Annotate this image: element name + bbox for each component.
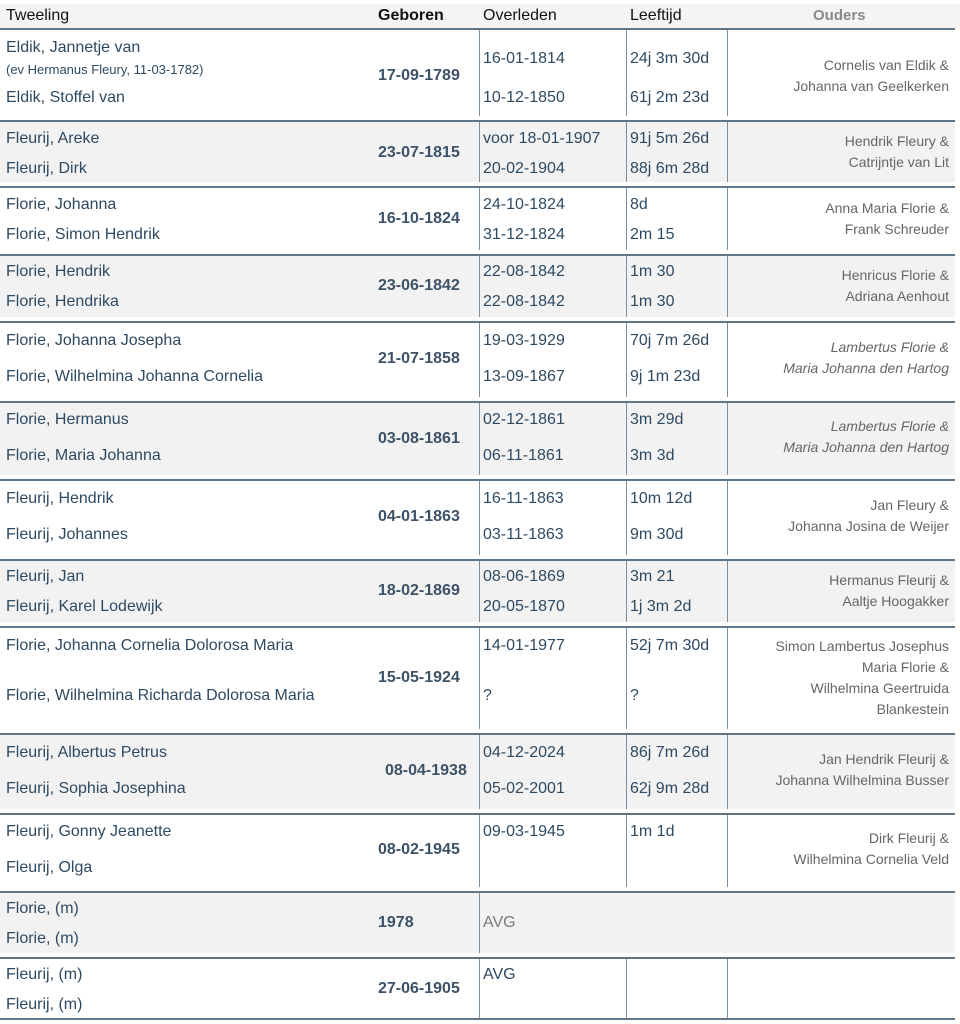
twin-1-name: Florie, (m): [6, 900, 79, 917]
age-1: 3m 21: [630, 568, 675, 585]
twin-1-name: Florie, Johanna Josepha: [6, 332, 182, 349]
parent-1: Lambertus Florie &: [830, 418, 949, 434]
table-header: [0, 4, 960, 28]
parent-2: Johanna van Geelkerken: [793, 78, 949, 94]
parents: [793, 828, 949, 870]
twin-1-name: Florie, Hendrik: [6, 263, 111, 280]
parents: [793, 55, 949, 97]
death-date-1: 16-11-1863: [483, 490, 564, 507]
parents: [775, 749, 949, 791]
twin-2-name: Florie, Simon Hendrik: [6, 226, 160, 243]
birth-date: 23-06-1842: [378, 277, 460, 294]
parent-2: Johanna Josina de Weijer: [788, 518, 949, 534]
age-2: 2m 15: [630, 226, 675, 243]
birth-date: 21-07-1858: [378, 350, 460, 367]
parents: [783, 416, 949, 458]
table-row: [0, 559, 955, 622]
death-date-1: 14-01-1977: [483, 637, 565, 654]
table-row: [0, 813, 955, 887]
parent-1: Anna Maria Florie &: [825, 200, 949, 216]
death-date-2: 20-05-1870: [483, 598, 565, 615]
death-date-1: 16-01-1814: [483, 50, 565, 67]
parent-2: Maria Johanna den Hartog: [783, 439, 949, 455]
age-2: 9m 30d: [630, 526, 684, 543]
age-1: 10m 12d: [630, 490, 693, 507]
age-2: 3m 3d: [630, 447, 675, 464]
age-2: 9j 1m 23d: [630, 368, 701, 385]
twin-2-name: Florie, Hendrika: [6, 293, 119, 310]
parent-1: Henricus Florie &: [841, 267, 949, 283]
age-2: 88j 6m 28d: [630, 160, 710, 177]
parents: [845, 131, 949, 173]
age-2: ?: [630, 687, 639, 704]
twin-1-name: Fleurij, Hendrik: [6, 490, 114, 507]
header-overleden: Overleden: [483, 7, 557, 24]
twin-2-name: Florie, Maria Johanna: [6, 447, 161, 464]
birth-date: 08-02-1945: [378, 841, 460, 858]
twin-1-name: Fleurij, Areke: [6, 130, 100, 147]
death-date-1: 24-10-1824: [483, 196, 565, 213]
birth-date: 16-10-1824: [378, 210, 460, 227]
birth-date: 04-01-1863: [378, 508, 460, 525]
twin-1-name: Florie, Hermanus: [6, 411, 129, 428]
age-2: 1j 3m 2d: [630, 598, 692, 615]
table-row: [0, 321, 955, 397]
age-2: 61j 2m 23d: [630, 89, 710, 106]
parent-1: Cornelis van Eldik &: [823, 57, 949, 73]
table-row: [0, 479, 955, 555]
table-row: [0, 186, 955, 250]
table-row: [0, 957, 955, 1020]
table-row: [0, 120, 955, 182]
age-1: 91j 5m 26d: [630, 130, 710, 147]
death-date-2: 05-02-2001: [483, 780, 565, 797]
table-row: [0, 626, 955, 729]
twin-1-note: (ev Hermanus Fleury, 11-03-1782): [6, 62, 204, 77]
death-date-2: 20-02-1904: [483, 160, 565, 177]
parent-2: Frank Schreuder: [844, 221, 949, 237]
age-1: 70j 7m 26d: [630, 332, 710, 349]
parent-2: Wilhelmina Cornelia Veld: [793, 851, 949, 867]
twin-2-name: Eldik, Stoffel van: [6, 89, 125, 106]
death-date-1: 22-08-1842: [483, 263, 565, 280]
birth-date: 17-09-1789: [378, 67, 460, 84]
twin-1-name: Fleurij, Albertus Petrus: [6, 744, 167, 761]
twin-2-name: Fleurij, (m): [6, 996, 83, 1013]
header-ouders: Ouders: [813, 7, 866, 24]
death-date-1: AVG: [483, 966, 516, 983]
parents: [842, 265, 949, 307]
death-date-2: 13-09-1867: [483, 368, 565, 385]
parent-2: Maria Florie &: [861, 659, 949, 675]
birth-date: 23-07-1815: [378, 144, 460, 161]
twin-1-name: Fleurij, (m): [6, 966, 83, 983]
twin-2-name: Fleurij, Karel Lodewijk: [6, 598, 163, 615]
death-date-2: 10-12-1850: [483, 89, 565, 106]
age-1: 8d: [630, 196, 648, 213]
birth-date: 18-02-1869: [378, 582, 460, 599]
parent-2: Maria Johanna den Hartog: [783, 360, 949, 376]
twin-1-name: Fleurij, Gonny Jeanette: [6, 823, 172, 840]
death-date-1: 08-06-1869: [483, 568, 565, 585]
parent-1: Lambertus Florie &: [830, 339, 949, 355]
age-1: 52j 7m 30d: [630, 637, 710, 654]
table-row: [0, 733, 955, 809]
twin-2-name: Fleurij, Olga: [6, 859, 93, 876]
twin-2-name: Florie, (m): [6, 930, 79, 947]
age-2: 1m 30: [630, 293, 675, 310]
twin-2-name: Florie, Wilhelmina Richarda Dolorosa Maria: [6, 687, 315, 704]
header-leeftijd: Leeftijd: [630, 7, 682, 24]
twin-2-name: Fleurij, Sophia Josephina: [6, 780, 186, 797]
twin-1-name: Eldik, Jannetje van: [6, 39, 141, 56]
twin-1-name: Fleurij, Jan: [6, 568, 85, 585]
twin-2-name: Fleurij, Johannes: [6, 526, 128, 543]
death-date-2: 22-08-1842: [483, 293, 565, 310]
parents: [783, 337, 949, 379]
parents: [829, 570, 949, 612]
parent-1: Hendrik Fleury &: [844, 133, 949, 149]
parents: [775, 636, 949, 720]
table-row: [0, 254, 955, 317]
birth-date: 15-05-1924: [378, 669, 460, 686]
twin-2-name: Fleurij, Dirk: [6, 160, 87, 177]
death-date-1: 04-12-2024: [483, 744, 565, 761]
death-date-2: 03-11-1863: [483, 526, 564, 543]
parent-2: Catrijntje van Lit: [848, 154, 949, 170]
twin-1-name: Florie, Johanna Cornelia Dolorosa Maria: [6, 637, 294, 654]
parent-2: Aaltje Hoogakker: [842, 593, 949, 609]
parents: [788, 495, 949, 537]
parent-1: Hermanus Fleurij &: [829, 572, 949, 588]
birth-date: 1978: [378, 914, 414, 931]
birth-date: 03-08-1861: [378, 430, 460, 447]
header-geboren: Geboren: [378, 7, 444, 24]
parent-1: Dirk Fleurij &: [868, 830, 949, 846]
age-1: 1m 1d: [630, 823, 675, 840]
twin-1-name: Florie, Johanna: [6, 196, 117, 213]
parent-1: Jan Fleury &: [870, 497, 949, 513]
age-1: 86j 7m 26d: [630, 744, 710, 761]
table-row: [0, 891, 955, 953]
birth-date: 08-04-1938: [385, 762, 467, 779]
death-date-2: ?: [483, 687, 492, 704]
twin-2-name: Florie, Wilhelmina Johanna Cornelia: [6, 368, 264, 385]
death-date-1: AVG: [483, 914, 516, 931]
age-1: 1m 30: [630, 263, 675, 280]
table-row: [0, 401, 955, 475]
parent-3: Wilhelmina Geertruida: [810, 680, 949, 696]
parent-4: Blankestein: [876, 701, 949, 717]
birth-date: 27-06-1905: [378, 980, 460, 997]
parents: [825, 198, 949, 240]
parent-2: Adriana Aenhout: [845, 288, 949, 304]
death-date-2: 31-12-1824: [483, 226, 565, 243]
death-date-1: 09-03-1945: [483, 823, 565, 840]
death-date-1: 02-12-1861: [483, 411, 565, 428]
parent-1: Jan Hendrik Fleurij &: [819, 751, 949, 767]
age-1: 3m 29d: [630, 411, 684, 428]
parent-1: Simon Lambertus Josephus: [775, 638, 949, 654]
death-date-1: 19-03-1929: [483, 332, 565, 349]
death-date-2: 06-11-1861: [483, 447, 564, 464]
header-tweeling: Tweeling: [6, 7, 70, 24]
parent-2: Johanna Wilhelmina Busser: [775, 772, 949, 788]
death-date-1: voor 18-01-1907: [483, 130, 601, 147]
age-1: 24j 3m 30d: [630, 50, 710, 67]
age-2: 62j 9m 28d: [630, 780, 710, 797]
table-row: [0, 28, 955, 116]
